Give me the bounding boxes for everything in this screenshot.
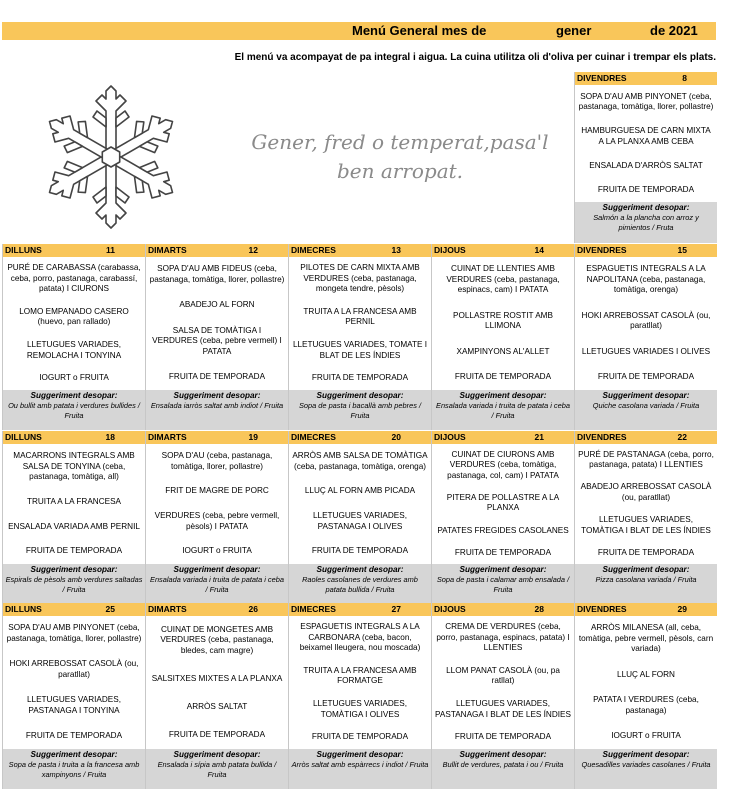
suggestion-text: Quiche casolana variada / Fruita [592, 401, 700, 410]
day-cell [145, 603, 288, 789]
dish: FRUITA DE TEMPORADA [597, 547, 695, 557]
dinner-suggestion [432, 749, 574, 789]
dish: CREMA DE VERDURES (ceba, porro, pastanaga, espinacs, patata) I LLENTIES [436, 622, 570, 653]
dish: XAMPINYONS AL'ALLET [456, 346, 550, 356]
dinner-suggestion [289, 749, 431, 789]
saying-line-1: Gener, fred o temperat,pasa'l [251, 130, 549, 154]
suggestion-text: Ensalada i sípia amb patata bullida / Fruita [157, 760, 277, 779]
dish: ABADEJO AL FORN [179, 300, 255, 310]
day-cell [574, 431, 717, 603]
day-date: 18 [105, 432, 115, 442]
suggestion-text: Bullit de verdures, patata i ou / Fruita [442, 760, 564, 769]
dish: CUINAT DE MONGETES AMB VERDURES (ceba, pastanaga, bledes, cam magre) [160, 624, 274, 655]
day-header [289, 431, 431, 444]
dish: FRUITA DE TEMPORADA [454, 547, 552, 557]
day-dishes [432, 257, 574, 390]
dish: SALSITXES MIXTES A LA PLANXA [151, 673, 283, 683]
dinner-suggestion [575, 564, 717, 603]
day-cell [574, 603, 717, 789]
day-dishes [289, 616, 431, 749]
menu-year: de 2021 [650, 23, 698, 38]
day-dishes [432, 444, 574, 564]
day-cell [431, 244, 574, 430]
dish: FRUITA DE TEMPORADA [454, 732, 552, 742]
day-header [3, 244, 145, 257]
dish: FRUITA DE TEMPORADA [168, 372, 266, 382]
suggestion-title: Suggeriment desopar: [316, 391, 404, 400]
day-date: 11 [106, 245, 115, 255]
dish: FRUITA DE TEMPORADA [311, 373, 409, 383]
dish: IOGURT o FRUITA [182, 546, 252, 556]
day-name: DILLUNS [5, 432, 42, 442]
day-dishes [432, 616, 574, 749]
dish: LLETUGUES VARIADES, TOMÀTIGA I BLAT DE LES ÍNDIES [581, 515, 711, 535]
day-header [432, 244, 574, 257]
day-name: DIVENDRES [577, 432, 627, 442]
dish: HOKI ARREBOSSAT CASOLÀ (ou, paratllat) [581, 310, 711, 331]
day-dishes [289, 444, 431, 564]
day-name: DIMARTS [148, 604, 187, 614]
dinner-suggestion [3, 564, 145, 603]
dinner-suggestion [3, 749, 145, 789]
day-name: DILLUNS [5, 245, 42, 255]
menu-subtitle: El menú va acompayat de pa integral i aigua. La cuina utilitza oli d'oliva per cuinar i trempar els plats. [234, 52, 716, 63]
dish: TRUITA A LA FRANCESA [26, 496, 122, 506]
day-header [432, 603, 574, 616]
day-cell [288, 603, 431, 789]
dish: TRUITA A LA FRANCESA AMB PERNIL [303, 306, 417, 327]
saying-line-2: ben arropat. [336, 159, 464, 183]
day-header [289, 244, 431, 257]
suggestion-title: Suggeriment desopar: [602, 391, 690, 400]
day-name: DIMECRES [291, 604, 336, 614]
dish: MACARRONS INTEGRALS AMB SALSA DE TONYINA (ceba, pastanaga, tomàtiga, all) [13, 451, 135, 482]
day-header [575, 244, 717, 257]
day-cell [574, 244, 717, 430]
day-date: 29 [677, 604, 687, 614]
dish: ARRÒS MILANESA (all, ceba, tomàtiga, pebre vermell, pèsols, carn variada) [578, 623, 714, 654]
menu-month: gener [556, 23, 592, 38]
day-dishes [3, 257, 145, 390]
suggestion-title: Suggeriment desopar: [602, 565, 690, 574]
day-name: DIJOUS [434, 245, 466, 255]
day-name: DIMARTS [148, 432, 187, 442]
dinner-suggestion [432, 564, 574, 603]
dish: LLOM PANAT CASOLÀ (ou, pa ratllat) [446, 665, 560, 686]
suggestion-text: Ensalada variada i truita de patata i ceba / Fruita [150, 575, 284, 594]
dish: ARRÒS AMB SALSA DE TOMÀTIGA (ceba, pastanaga, tomàtiga, orenga) [292, 451, 428, 471]
dinner-suggestion [432, 390, 574, 430]
suggestion-text: Raoles casolanes de verdures amb patata bullida / Fruita [302, 575, 418, 594]
dinner-suggestion [575, 202, 717, 243]
dinner-suggestion [146, 564, 288, 603]
suggestion-title: Suggeriment desopar: [602, 203, 690, 212]
day-dishes [146, 444, 288, 564]
day-date: 15 [677, 245, 687, 255]
day-cell [2, 244, 145, 430]
dish: ESPAGUETIS INTEGRALS A LA CARBONARA (ceba, bacon, beixamel lleugera, nou moscada) [299, 622, 421, 653]
dish: LLUÇ AL FORN AMB PICADA [304, 486, 416, 496]
dish: FRUITA DE TEMPORADA [311, 732, 409, 742]
day-header [575, 72, 717, 85]
dish: LLETUGUES VARIADES, PASTANAGA I TONYINA [26, 695, 122, 715]
day-name: DIJOUS [434, 432, 466, 442]
day-name: DIMECRES [291, 245, 336, 255]
dish: SOPA D'AU AMB PINYONET (ceba, pastanaga, tomàtiga, llorer, pollastre) [6, 623, 142, 643]
snowflake-icon [22, 84, 200, 230]
dish: SOPA D'AU (ceba, pastanaga, tomàtiga, llorer, pollastre) [161, 451, 273, 471]
title-bar [2, 22, 716, 40]
dish: LLETUGUES VARIADES, TOMÀTIGA I OLIVES [312, 699, 408, 719]
suggestion-title: Suggeriment desopar: [459, 750, 547, 759]
dish: IOGURT o FRUITA [611, 731, 681, 741]
dish: PATATES FREGIDES CASOLANES [437, 525, 569, 535]
dish: POLLASTRE ROSTIT AMB LLIMONA [453, 310, 553, 331]
day-date: 26 [248, 604, 258, 614]
suggestion-text: Pizza casolana variada / Fruita [595, 575, 697, 584]
suggestion-title: Suggeriment desopar: [459, 391, 547, 400]
dish: FRUITA DE TEMPORADA [25, 731, 123, 741]
suggestion-text: Salmón a la plancha con arroz y pimientos / Fruta [593, 213, 699, 232]
dish: ARRÒS SALTAT [186, 701, 248, 711]
day-cell [2, 603, 145, 789]
suggestion-text: Ensalada iarròs saltat amb indiot / Fruita [150, 401, 284, 410]
day-header [3, 603, 145, 616]
day-cell [431, 603, 574, 789]
dinner-suggestion [146, 749, 288, 789]
dish: FRUITA DE TEMPORADA [311, 546, 409, 556]
day-name: DILLUNS [5, 604, 42, 614]
dinner-suggestion [146, 390, 288, 430]
dish: VERDURES (ceba, pebre vermell, pèsols) I PATATA [154, 511, 280, 531]
day-date: 25 [105, 604, 115, 614]
saying [222, 128, 578, 186]
day-date: 22 [677, 432, 687, 442]
suggestion-title: Suggeriment desopar: [173, 750, 261, 759]
day-header [575, 431, 717, 444]
dish: LLETUGUES VARIADES, REMOLACHA I TONYINA [26, 340, 122, 360]
day-header [3, 431, 145, 444]
day-cell [574, 72, 717, 243]
suggestion-title: Suggeriment desopar: [602, 750, 690, 759]
suggestion-text: Sopa de pasta i truita a la francesa amb xampinyons / Fruita [8, 760, 140, 779]
dish: LLUÇ AL FORN [617, 669, 675, 679]
dish: TRUITA A LA FRANCESA AMB FORMATGE [303, 665, 417, 686]
day-date: 14 [534, 245, 544, 255]
suggestion-title: Suggeriment desopar: [316, 750, 404, 759]
dish: FRUITA DE TEMPORADA [597, 184, 695, 194]
menu-title: Menú General mes de [352, 23, 487, 38]
dish: ENSALADA D'ARRÒS SALTAT [589, 160, 703, 170]
day-dishes [575, 616, 717, 749]
dish: PATATA I VERDURES (ceba, pastanaga) [593, 695, 699, 715]
suggestion-title: Suggeriment desopar: [30, 391, 118, 400]
dinner-suggestion [575, 749, 717, 789]
dish: FRUITA DE TEMPORADA [454, 372, 552, 382]
day-header [146, 431, 288, 444]
dish: FRIT DE MAGRE DE PORC [165, 486, 269, 496]
suggestion-text: Espirals de pèsols amb verdures saltadas / Fruita [5, 575, 143, 594]
suggestion-text: Ensalada variada i truita de patata i ceba / Fruita [436, 401, 570, 420]
dish: LLETUGUES VARIADES, PASTANAGA I BLAT DE LES ÍNDIES [435, 699, 571, 719]
dish: SALSA DE TOMÀTIGA I VERDURES (ceba, pebre vermell) I PATATA [152, 325, 282, 356]
day-name: DIVENDRES [577, 245, 627, 255]
dish: PURÉ DE CARABASSA (carabassa, ceba, porro, pastanaga, carabassí, patata) I CIURONS [7, 263, 141, 294]
suggestion-text: Quesadilles variades casolanes / Fruita [581, 760, 711, 769]
day-dishes [3, 616, 145, 749]
day-dishes [146, 257, 288, 390]
day-name: DIMECRES [291, 432, 336, 442]
suggestion-text: Sopa de pasta i bacallà amb pebres / Fruita [298, 401, 422, 420]
dish: SOPA D'AU AMB PINYONET (ceba, pastanaga, tomàtiga, llorer, pollastre) [578, 91, 714, 112]
day-date: 8 [682, 73, 687, 83]
day-cell [145, 244, 288, 430]
day-name: DIMARTS [148, 245, 187, 255]
suggestion-text: Sopa de pasta i calamar amb ensalada / Fruita [436, 575, 570, 594]
dish: LLETUGUES VARIADES, TOMATE I BLAT DE LES ÍNDIES [292, 340, 428, 360]
suggestion-title: Suggeriment desopar: [316, 565, 404, 574]
dish: SOPA D'AU AMB FIDEUS (ceba, pastanaga, tomàtiga, llorer, pollastre) [149, 264, 285, 284]
dish: CUINAT DE CIURONS AMB VERDURES (ceba, tomàtiga, pastanaga, col, cam) I PATATA [447, 449, 559, 480]
dinner-suggestion [3, 390, 145, 430]
dish: FRUITA DE TEMPORADA [168, 729, 266, 739]
dinner-suggestion [289, 564, 431, 603]
dish: ABADEJO ARREBOSSAT CASOLÀ (ou, paratllat) [580, 482, 712, 502]
dinner-suggestion [575, 390, 717, 430]
dish: PURÉ DE PASTANAGA (ceba, porro, pastanaga, patata) I LLENTIES [578, 449, 714, 470]
suggestion-text: Arròs saltat amb espàrrecs i indiot / Fruita [291, 760, 429, 769]
dish: FRUITA DE TEMPORADA [25, 546, 123, 556]
dish: ENSALADA VARIADA AMB PERNIL [8, 521, 140, 531]
day-date: 27 [391, 604, 401, 614]
dish: PITERA DE POLLASTRE A LA PLANXA [446, 492, 560, 513]
day-date: 20 [391, 432, 401, 442]
day-date: 28 [534, 604, 544, 614]
day-dishes [3, 444, 145, 564]
day-header [289, 603, 431, 616]
day-date: 12 [248, 245, 258, 255]
suggestion-title: Suggeriment desopar: [173, 391, 261, 400]
day-date: 13 [391, 245, 401, 255]
suggestion-title: Suggeriment desopar: [459, 565, 547, 574]
suggestion-title: Suggeriment desopar: [173, 565, 261, 574]
suggestion-title: Suggeriment desopar: [30, 565, 118, 574]
dish: LLETUGUES VARIADES, PASTANAGA I OLIVES [312, 511, 408, 531]
dish: LLETUGUES VARIADES I OLIVES [581, 346, 711, 356]
day-cell [288, 244, 431, 430]
day-date: 19 [248, 432, 258, 442]
day-dishes [575, 444, 717, 564]
dinner-suggestion [289, 390, 431, 430]
dish: ESPAGUETIS INTEGRALS A LA NAPOLITANA (ceba, pastanaga, tomàtiga, orenga) [586, 264, 706, 295]
day-header [146, 603, 288, 616]
day-dishes [575, 85, 717, 202]
dish: FRUITA DE TEMPORADA [597, 372, 695, 382]
day-name: DIJOUS [434, 604, 466, 614]
dish: PILOTES DE CARN MIXTA AMB VERDURES (ceba, pastanaga, mongeta tendre, pèsols) [300, 263, 420, 294]
day-dishes [146, 616, 288, 749]
suggestion-title: Suggeriment desopar: [30, 750, 118, 759]
day-name: DIVENDRES [577, 73, 627, 83]
day-dishes [575, 257, 717, 390]
day-cell [145, 431, 288, 603]
day-header [575, 603, 717, 616]
dish: IOGURT o FRUITA [39, 373, 109, 383]
day-header [146, 244, 288, 257]
day-dishes [289, 257, 431, 390]
suggestion-text: Ou bullit amb patata i verdures bullides / Fruita [8, 401, 140, 420]
day-cell [431, 431, 574, 603]
dish: HAMBURGUESA DE CARN MIXTA A LA PLANXA AMB CEBA [581, 126, 711, 146]
day-cell [2, 431, 145, 603]
day-cell [288, 431, 431, 603]
dish: CUINAT DE LLENTIES AMB VERDURES (ceba, pastanaga, espinacs, cam) I PATATA [446, 264, 560, 295]
day-name: DIVENDRES [577, 604, 627, 614]
dish: LOMO EMPANADO CASERO (huevo, pan rallado) [19, 306, 129, 327]
day-date: 21 [534, 432, 544, 442]
dish: HOKI ARREBOSSAT CASOLÀ (ou, paratllat) [9, 659, 139, 679]
day-header [432, 431, 574, 444]
